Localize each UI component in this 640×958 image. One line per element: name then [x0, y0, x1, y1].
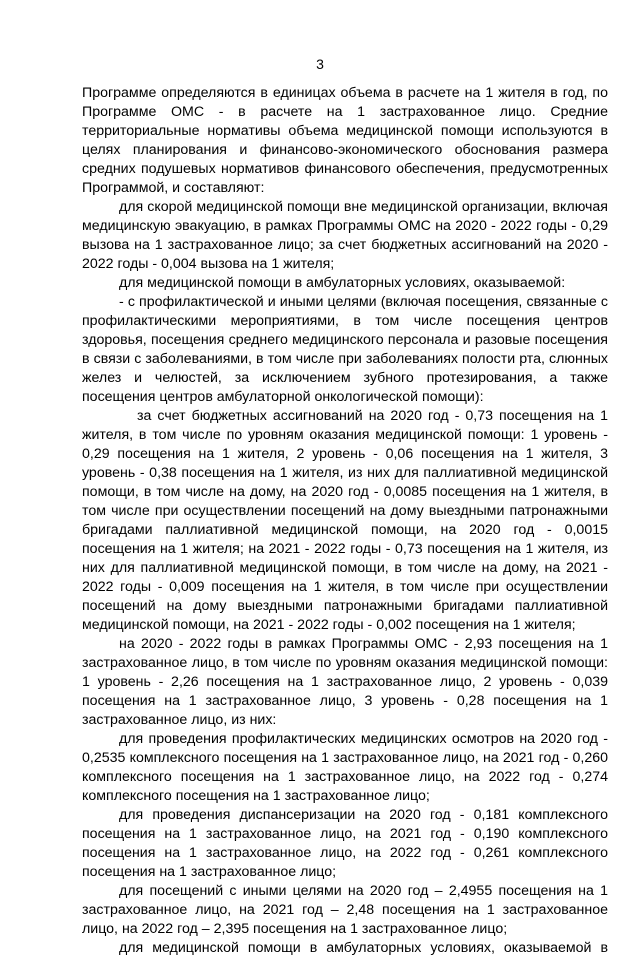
paragraph-oms-program: на 2020 - 2022 годы в рамках Программы ОМС - 2,93 посещения на 1 застрахованное лицо, в том числе по уровням оказания медицинской помощи: 1 уровень - 2,26 посещения на 1 застрахованное лицо, 2 уровень - 0,039 посещения на 1 застрахованное лицо, 3 уровень - 0,28 посещения на 1 застрахованное лицо, из них:	[82, 636, 608, 728]
paragraph-outpatient-heading: для медицинской помощи в амбулаторных условиях, оказываемой:	[119, 275, 566, 291]
document-body	[82, 84, 608, 958]
paragraph-preventive-purposes: - с профилактической и иными целями (включая посещения, связанные с профилактическими мероприятиями, в том числе посещения центров здоровья, посещения среднего медицинского персонала и разовые посещения в связи с заболеваниями, в том числе при заболеваниях полости рта, слюнных желез и челюстей, за исключением зубного протезирования, а также посещения центров амбулаторной онкологической помощи):	[82, 294, 608, 405]
paragraph-outpatient-continued: для медицинской помощи в амбулаторных условиях, оказываемой в	[119, 940, 608, 956]
paragraph-dispensarization: для проведения диспансеризации на 2020 год - 0,181 комплексного посещения на 1 застрахованное лицо, на 2021 год - 0,190 комплексного посещения на 1 застрахованное лицо, на 2022 год - 0,261 комплексного посещения на 1 застрахованное лицо;	[82, 807, 608, 880]
paragraph-intro: Программе определяются в единицах объема в расчете на 1 жителя в год, по Программе ОМС - в расчете на 1 застрахованное лицо. Средние территориальные нормативы объема медицинской помощи используются в целях планирования и финансово-экономического обоснования размера средних подушевых нормативов финансового обеспечения, предусмотренных Программой, и составляют:	[82, 85, 608, 196]
paragraph-other-purposes: для посещений с иными целями на 2020 год – 2,4955 посещения на 1 застрахованное лицо, на 2021 год – 2,48 посещения на 1 застрахованное лицо, на 2022 год – 2,395 посещения на 1 застрахованное лицо;	[82, 883, 608, 937]
paragraph-ambulance: для скорой медицинской помощи вне медицинской организации, включая медицинскую эвакуацию, в рамках Программы ОМС на 2020 - 2022 годы - 0,29 вызова на 1 застрахованное лицо; за счет бюджетных ассигнований на 2020 - 2022 годы - 0,004 вызова на 1 жителя;	[82, 199, 608, 272]
paragraph-budget-allocations: за счет бюджетных ассигнований на 2020 год - 0,73 посещения на 1 жителя, в том числе по уровням оказания медицинской помощи: 1 уровень - 0,29 посещения на 1 жителя, 2 уровень - 0,06 посещения на 1 жителя, 3 уровень - 0,38 посещения на 1 жителя, из них для паллиативной медицинской помощи, в том числе на дому, на 2020 год - 0,0085 посещения на 1 жителя, в том числе при осуществлении посещений на дому выездными патронажными бригадами паллиативной медицинской помощи, на 2020 год - 0,0015 посещения на 1 жителя; на 2021 - 2022 годы - 0,73 посещения на 1 жителя, из них для паллиативной медицинской помощи, в том числе на дому, на 2021 - 2022 годы - 0,009 посещения на 1 жителя, в том числе при осуществлении посещений на дому выездными патронажными бригадами паллиативной медицинской помощи, на 2021 - 2022 годы - 0,002 посещения на 1 жителя;	[82, 408, 608, 633]
paragraph-preventive-exams: для проведения профилактических медицинских осмотров на 2020 год - 0,2535 комплексного посещения на 1 застрахованное лицо, на 2021 год - 0,260 комплексного посещения на 1 застрахованное лицо, на 2022 год - 0,274 комплексного посещения на 1 застрахованное лицо;	[82, 731, 608, 804]
page-number: 3	[316, 56, 324, 72]
